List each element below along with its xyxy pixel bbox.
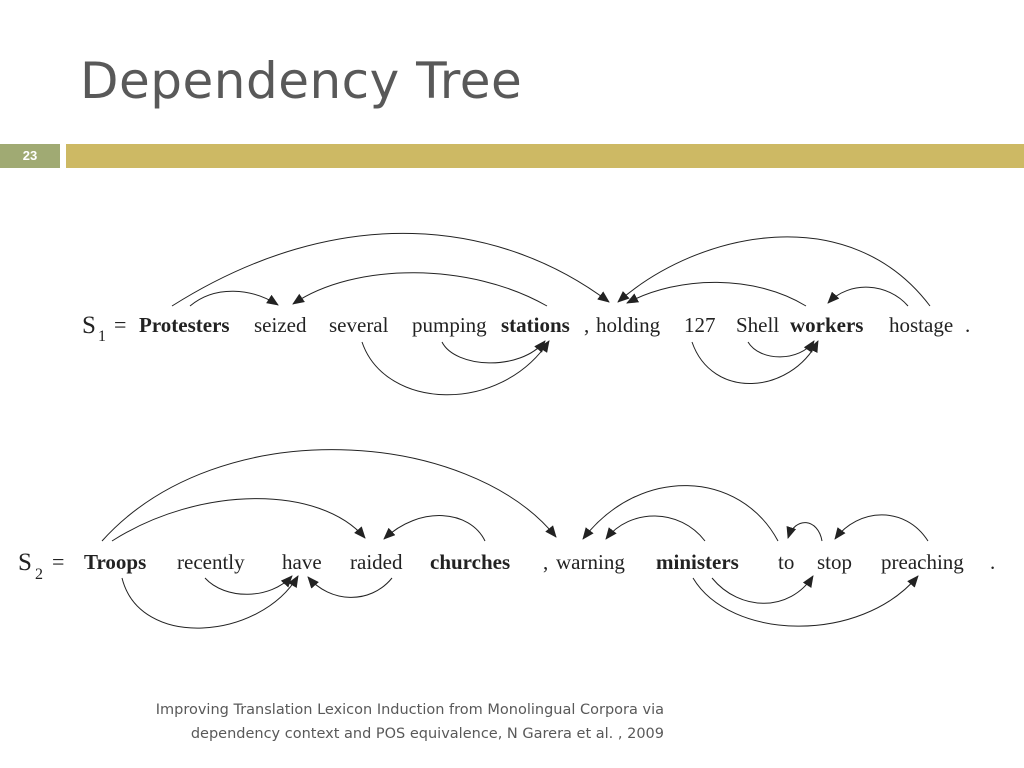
citation-line-2: dependency context and POS equivalence, N Garera et al. , 2009: [190, 726, 664, 742]
s2-arc-recently-have: [205, 576, 292, 594]
s1-arc-pumping-stations: [442, 341, 545, 363]
s1-token-several: several: [329, 313, 389, 337]
s2-arc-troops-warning: [102, 450, 556, 541]
s2-token-period: .: [990, 550, 996, 574]
s1-token-workers: workers: [790, 313, 864, 337]
s2-token-troops: Troops: [84, 550, 147, 574]
s2-token-warning: warning: [556, 550, 625, 574]
s1-token-shell: Shell: [736, 313, 780, 337]
s2-token-churches: churches: [430, 550, 511, 574]
sentence-2-equals: =: [52, 549, 65, 574]
s1-token-hostage: hostage: [889, 313, 954, 337]
s2-token-have: have: [282, 550, 322, 574]
s1-token-seized: seized: [254, 313, 307, 337]
s2-token-raided: raided: [350, 550, 403, 574]
s1-arc-several-stations: [362, 341, 549, 395]
sentence-2: [18, 450, 995, 628]
s2-arc-ministers-preaching: [693, 576, 918, 626]
s1-arc-stations-seized: [293, 273, 547, 306]
s2-arc-troops-raided: [112, 499, 365, 541]
slide-title: Dependency Tree: [80, 52, 523, 110]
s1-token-period: .: [965, 313, 971, 337]
s1-token-comma: ,: [584, 313, 590, 337]
s1-arc-protesters-seized: [190, 291, 278, 306]
s2-token-recently: recently: [177, 550, 245, 574]
s2-token-comma: ,: [543, 550, 549, 574]
s2-token-to: to: [778, 550, 795, 574]
sentence-1-equals: =: [114, 312, 127, 337]
s1-arc-shell-workers: [748, 341, 814, 357]
s2-token-preaching: preaching: [881, 550, 964, 574]
sentence-1-label: S: [82, 312, 96, 339]
s2-arc-stop-to: [788, 523, 822, 541]
s1-token-pumping: pumping: [412, 313, 487, 337]
s1-arc-workers-holding: [627, 282, 806, 306]
sentence-2-subscript: 2: [35, 566, 43, 583]
citation-line-1: Improving Translation Lexicon Induction from Monolingual Corpora via: [155, 702, 664, 718]
citation-caption: [156, 698, 664, 746]
s1-token-stations: stations: [501, 313, 570, 337]
s2-token-stop: stop: [817, 550, 853, 574]
s2-arc-troops-have: [122, 576, 298, 628]
s2-arc-churches-raided: [384, 516, 485, 541]
s2-arc-raided-have: [308, 577, 392, 597]
s2-arc-ministers-stop: [712, 576, 813, 603]
s1-arc-hostage-holding: [618, 237, 930, 306]
s1-token-holding: holding: [596, 313, 661, 337]
s1-token-protesters: Protesters: [139, 313, 230, 337]
sentence-1-subscript: 1: [98, 328, 106, 345]
s1-arc-127-workers: [692, 341, 818, 384]
s2-arc-preaching-stop: [835, 515, 928, 541]
s1-token-127: 127: [684, 313, 716, 337]
s2-arc-ministers-warning: [606, 516, 705, 541]
sentence-1: [82, 233, 970, 394]
sentence-2-label: S: [18, 549, 32, 576]
slide-number: 23: [0, 144, 60, 168]
s1-arc-protesters-holding: [172, 233, 609, 306]
s2-token-ministers: ministers: [656, 550, 739, 574]
s1-arc-hostage-workers: [828, 287, 908, 306]
